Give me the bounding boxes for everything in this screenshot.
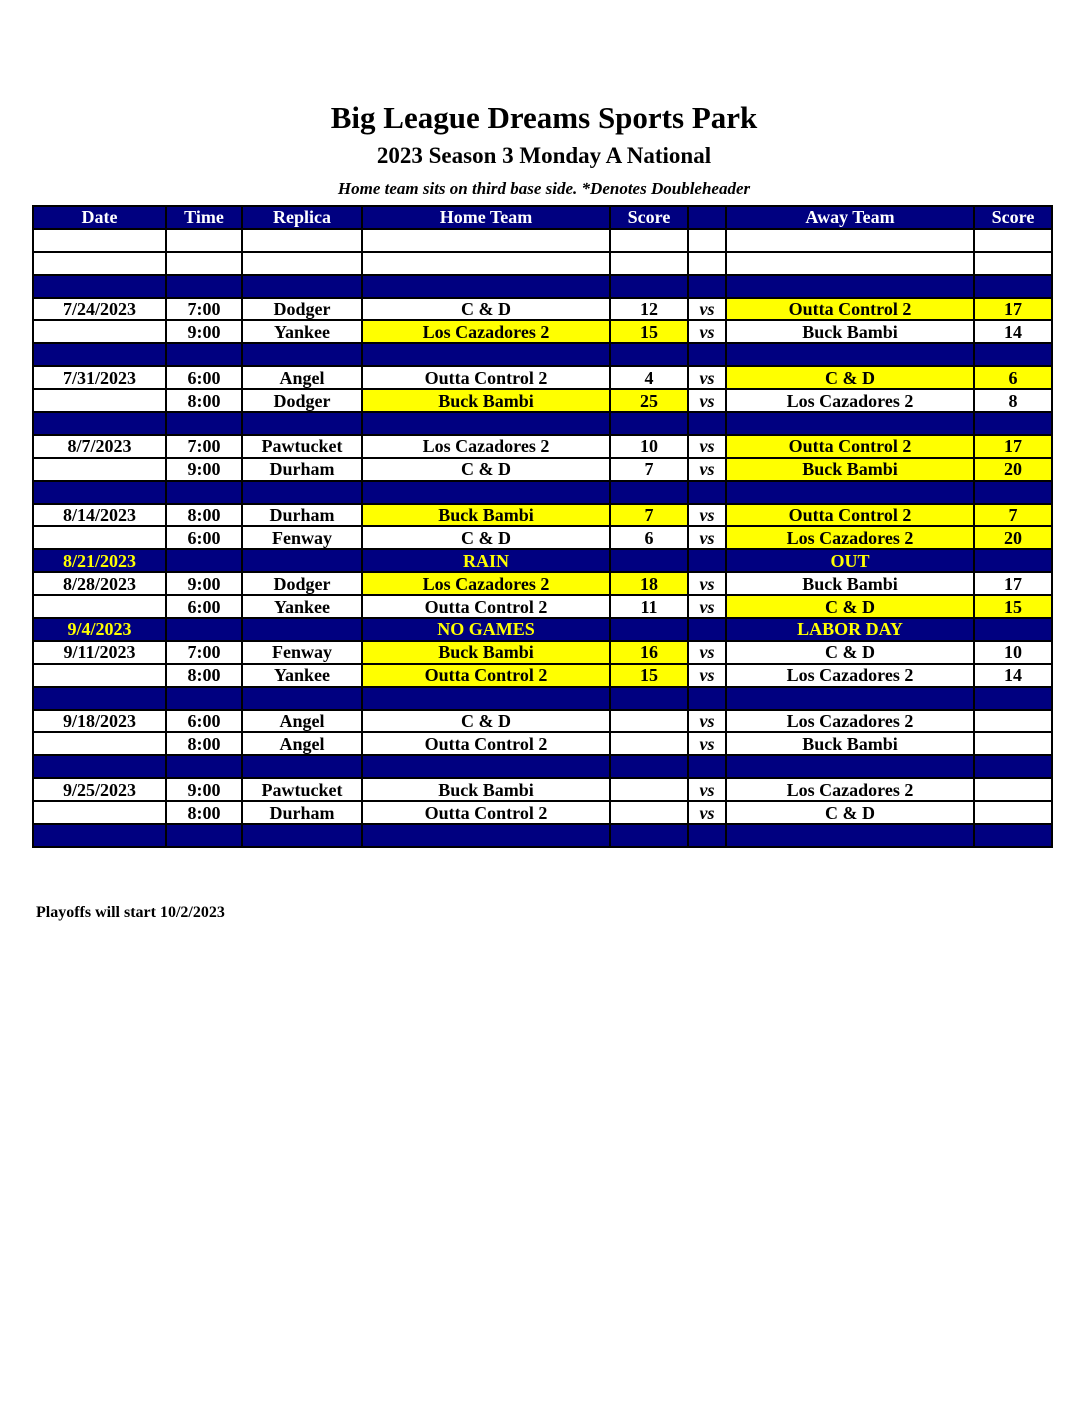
game-row bbox=[33, 710, 1052, 733]
time-cell: 8:00 bbox=[166, 389, 242, 412]
separator-cell bbox=[33, 343, 166, 366]
game-row bbox=[33, 389, 1052, 412]
date-cell: 9/18/2023 bbox=[33, 710, 166, 733]
separator-cell bbox=[33, 687, 166, 710]
separator-cell bbox=[688, 412, 726, 435]
game-row bbox=[33, 801, 1052, 824]
date-cell bbox=[33, 664, 166, 687]
home-score-cell: 15 bbox=[610, 664, 688, 687]
away-team-cell: Buck Bambi bbox=[726, 320, 974, 343]
home-team-cell: Buck Bambi bbox=[362, 389, 610, 412]
replica-cell bbox=[242, 549, 362, 572]
separator-cell bbox=[242, 481, 362, 504]
home-team-cell: Buck Bambi bbox=[362, 504, 610, 527]
replica-cell: Yankee bbox=[242, 595, 362, 618]
replica-cell: Dodger bbox=[242, 572, 362, 595]
home-team-cell: Outta Control 2 bbox=[362, 732, 610, 755]
time-cell bbox=[166, 549, 242, 572]
separator-row bbox=[33, 412, 1052, 435]
vs-cell: vs bbox=[688, 458, 726, 481]
away-score-cell bbox=[974, 778, 1052, 801]
away-score-cell: 17 bbox=[974, 435, 1052, 458]
column-header-away-score: Score bbox=[974, 206, 1052, 229]
separator-cell bbox=[726, 343, 974, 366]
separator-row bbox=[33, 275, 1052, 298]
time-cell: 7:00 bbox=[166, 435, 242, 458]
separator-cell bbox=[362, 755, 610, 778]
empty-cell bbox=[688, 252, 726, 275]
separator-cell bbox=[688, 275, 726, 298]
separator-cell bbox=[166, 275, 242, 298]
date-cell: 8/21/2023 bbox=[33, 549, 166, 572]
empty-cell bbox=[610, 229, 688, 252]
away-score-cell: 15 bbox=[974, 595, 1052, 618]
vs-cell: vs bbox=[688, 595, 726, 618]
empty-cell bbox=[166, 229, 242, 252]
date-cell bbox=[33, 526, 166, 549]
vs-cell: vs bbox=[688, 778, 726, 801]
home-score-cell: 15 bbox=[610, 320, 688, 343]
game-row bbox=[33, 320, 1052, 343]
home-score-cell: 6 bbox=[610, 526, 688, 549]
home-team-cell: Los Cazadores 2 bbox=[362, 435, 610, 458]
home-team-cell: C & D bbox=[362, 710, 610, 733]
time-cell: 8:00 bbox=[166, 504, 242, 527]
game-row bbox=[33, 298, 1052, 321]
replica-cell: Durham bbox=[242, 504, 362, 527]
replica-cell: Pawtucket bbox=[242, 778, 362, 801]
away-score-cell: 17 bbox=[974, 298, 1052, 321]
separator-cell bbox=[166, 755, 242, 778]
time-cell: 9:00 bbox=[166, 458, 242, 481]
separator-cell bbox=[610, 824, 688, 847]
empty-cell bbox=[242, 229, 362, 252]
separator-cell bbox=[726, 824, 974, 847]
time-cell bbox=[166, 618, 242, 641]
home-team-cell: Outta Control 2 bbox=[362, 366, 610, 389]
replica-cell: Angel bbox=[242, 732, 362, 755]
separator-cell bbox=[242, 824, 362, 847]
separator-cell bbox=[974, 687, 1052, 710]
empty-cell bbox=[974, 252, 1052, 275]
time-cell: 6:00 bbox=[166, 595, 242, 618]
separator-cell bbox=[166, 343, 242, 366]
game-row bbox=[33, 595, 1052, 618]
away-team-cell: C & D bbox=[726, 801, 974, 824]
replica-cell: Dodger bbox=[242, 389, 362, 412]
home-team-cell: Outta Control 2 bbox=[362, 595, 610, 618]
separator-cell bbox=[362, 687, 610, 710]
vs-cell: vs bbox=[688, 504, 726, 527]
separator-cell bbox=[362, 343, 610, 366]
vs-cell bbox=[688, 618, 726, 641]
away-score-cell: 20 bbox=[974, 458, 1052, 481]
replica-cell: Dodger bbox=[242, 298, 362, 321]
home-team-cell: Buck Bambi bbox=[362, 641, 610, 664]
separator-cell bbox=[33, 412, 166, 435]
time-cell: 7:00 bbox=[166, 641, 242, 664]
separator-cell bbox=[688, 755, 726, 778]
away-team-cell: Los Cazadores 2 bbox=[726, 710, 974, 733]
empty-cell bbox=[242, 252, 362, 275]
replica-cell: Fenway bbox=[242, 526, 362, 549]
vs-cell: vs bbox=[688, 526, 726, 549]
home-score-cell bbox=[610, 710, 688, 733]
away-team-cell: Los Cazadores 2 bbox=[726, 664, 974, 687]
home-score-cell: 12 bbox=[610, 298, 688, 321]
away-team-cell: C & D bbox=[726, 366, 974, 389]
replica-cell: Yankee bbox=[242, 664, 362, 687]
home-team-cell: C & D bbox=[362, 298, 610, 321]
separator-cell bbox=[610, 481, 688, 504]
time-cell: 6:00 bbox=[166, 366, 242, 389]
vs-cell: vs bbox=[688, 435, 726, 458]
home-score-cell: 10 bbox=[610, 435, 688, 458]
separator-cell bbox=[974, 343, 1052, 366]
column-header-home-team: Home Team bbox=[362, 206, 610, 229]
schedule-note: Home team sits on third base side. *Denotes Doubleheader bbox=[337, 179, 751, 198]
away-score-cell bbox=[974, 801, 1052, 824]
separator-cell bbox=[242, 412, 362, 435]
empty-cell bbox=[726, 252, 974, 275]
home-team-cell: Buck Bambi bbox=[362, 778, 610, 801]
separator-row bbox=[33, 824, 1052, 847]
away-team-cell: Outta Control 2 bbox=[726, 298, 974, 321]
separator-cell bbox=[688, 343, 726, 366]
away-team-cell: C & D bbox=[726, 641, 974, 664]
vs-cell: vs bbox=[688, 320, 726, 343]
home-score-cell bbox=[610, 549, 688, 572]
empty-cell bbox=[974, 229, 1052, 252]
separator-cell bbox=[33, 275, 166, 298]
date-cell bbox=[33, 801, 166, 824]
vs-cell: vs bbox=[688, 801, 726, 824]
game-row bbox=[33, 778, 1052, 801]
away-score-cell: 20 bbox=[974, 526, 1052, 549]
separator-cell bbox=[974, 481, 1052, 504]
separator-cell bbox=[610, 343, 688, 366]
separator-cell bbox=[166, 687, 242, 710]
time-cell: 6:00 bbox=[166, 710, 242, 733]
time-cell: 9:00 bbox=[166, 572, 242, 595]
date-cell: 9/11/2023 bbox=[33, 641, 166, 664]
replica-cell: Fenway bbox=[242, 641, 362, 664]
separator-cell bbox=[362, 824, 610, 847]
vs-cell: vs bbox=[688, 389, 726, 412]
separator-cell bbox=[362, 481, 610, 504]
home-team-cell: Los Cazadores 2 bbox=[362, 572, 610, 595]
home-score-cell: 11 bbox=[610, 595, 688, 618]
away-score-cell: 7 bbox=[974, 504, 1052, 527]
away-score-cell: 14 bbox=[974, 320, 1052, 343]
vs-cell: vs bbox=[688, 664, 726, 687]
page-title: Big League Dreams Sports Park bbox=[330, 100, 758, 135]
home-team-cell: C & D bbox=[362, 526, 610, 549]
empty-cell bbox=[362, 252, 610, 275]
separator-cell bbox=[362, 275, 610, 298]
empty-cell bbox=[610, 252, 688, 275]
schedule-table bbox=[32, 205, 1053, 848]
vs-cell: vs bbox=[688, 572, 726, 595]
home-score-cell: 7 bbox=[610, 458, 688, 481]
home-score-cell bbox=[610, 732, 688, 755]
separator-cell bbox=[610, 755, 688, 778]
home-team-cell: Outta Control 2 bbox=[362, 664, 610, 687]
time-cell: 7:00 bbox=[166, 298, 242, 321]
date-cell: 9/25/2023 bbox=[33, 778, 166, 801]
away-score-cell: 14 bbox=[974, 664, 1052, 687]
vs-cell: vs bbox=[688, 366, 726, 389]
game-row bbox=[33, 572, 1052, 595]
separator-cell bbox=[974, 275, 1052, 298]
away-score-cell bbox=[974, 710, 1052, 733]
replica-cell: Yankee bbox=[242, 320, 362, 343]
column-header-vs bbox=[688, 206, 726, 229]
separator-cell bbox=[610, 412, 688, 435]
vs-cell: vs bbox=[688, 641, 726, 664]
home-score-cell bbox=[610, 618, 688, 641]
separator-cell bbox=[362, 412, 610, 435]
replica-cell bbox=[242, 618, 362, 641]
home-team-cell: C & D bbox=[362, 458, 610, 481]
separator-cell bbox=[726, 755, 974, 778]
time-cell: 6:00 bbox=[166, 526, 242, 549]
home-score-cell: 16 bbox=[610, 641, 688, 664]
separator-cell bbox=[726, 275, 974, 298]
separator-cell bbox=[33, 755, 166, 778]
empty-cell bbox=[33, 229, 166, 252]
date-cell: 7/24/2023 bbox=[33, 298, 166, 321]
game-row bbox=[33, 664, 1052, 687]
separator-cell bbox=[242, 343, 362, 366]
separator-cell bbox=[610, 275, 688, 298]
away-notice-cell: LABOR DAY bbox=[726, 618, 974, 641]
replica-cell: Durham bbox=[242, 458, 362, 481]
game-row bbox=[33, 366, 1052, 389]
away-score-cell bbox=[974, 549, 1052, 572]
away-team-cell: Los Cazadores 2 bbox=[726, 778, 974, 801]
away-score-cell: 8 bbox=[974, 389, 1052, 412]
away-team-cell: Buck Bambi bbox=[726, 732, 974, 755]
separator-cell bbox=[166, 412, 242, 435]
away-team-cell: Los Cazadores 2 bbox=[726, 389, 974, 412]
home-notice-cell: RAIN bbox=[362, 549, 610, 572]
game-row bbox=[33, 458, 1052, 481]
empty-cell bbox=[166, 252, 242, 275]
date-cell: 8/7/2023 bbox=[33, 435, 166, 458]
separator-cell bbox=[726, 412, 974, 435]
date-cell bbox=[33, 732, 166, 755]
date-cell bbox=[33, 595, 166, 618]
away-team-cell: C & D bbox=[726, 595, 974, 618]
home-score-cell bbox=[610, 801, 688, 824]
column-header-away-team: Away Team bbox=[726, 206, 974, 229]
away-team-cell: Buck Bambi bbox=[726, 572, 974, 595]
time-cell: 9:00 bbox=[166, 778, 242, 801]
time-cell: 8:00 bbox=[166, 801, 242, 824]
away-score-cell bbox=[974, 732, 1052, 755]
separator-cell bbox=[688, 687, 726, 710]
separator-row bbox=[33, 343, 1052, 366]
away-score-cell: 10 bbox=[974, 641, 1052, 664]
date-cell bbox=[33, 320, 166, 343]
separator-cell bbox=[688, 824, 726, 847]
column-header-date: Date bbox=[33, 206, 166, 229]
replica-cell: Angel bbox=[242, 710, 362, 733]
away-notice-cell: OUT bbox=[726, 549, 974, 572]
away-team-cell: Outta Control 2 bbox=[726, 435, 974, 458]
replica-cell: Angel bbox=[242, 366, 362, 389]
separator-row bbox=[33, 481, 1052, 504]
away-score-cell bbox=[974, 618, 1052, 641]
separator-cell bbox=[726, 687, 974, 710]
date-cell: 8/14/2023 bbox=[33, 504, 166, 527]
home-team-cell: Outta Control 2 bbox=[362, 801, 610, 824]
home-score-cell: 4 bbox=[610, 366, 688, 389]
home-score-cell: 18 bbox=[610, 572, 688, 595]
empty-cell bbox=[726, 229, 974, 252]
separator-cell bbox=[166, 824, 242, 847]
separator-cell bbox=[242, 755, 362, 778]
separator-row bbox=[33, 755, 1052, 778]
empty-cell bbox=[688, 229, 726, 252]
separator-row bbox=[33, 687, 1052, 710]
separator-cell bbox=[974, 824, 1052, 847]
header-row bbox=[33, 206, 1052, 229]
away-score-cell: 17 bbox=[974, 572, 1052, 595]
date-cell: 7/31/2023 bbox=[33, 366, 166, 389]
notice-row bbox=[33, 618, 1052, 641]
vs-cell: vs bbox=[688, 298, 726, 321]
separator-cell bbox=[242, 687, 362, 710]
schedule-body bbox=[33, 229, 1052, 847]
separator-cell bbox=[688, 481, 726, 504]
away-team-cell: Outta Control 2 bbox=[726, 504, 974, 527]
column-header-time: Time bbox=[166, 206, 242, 229]
away-team-cell: Buck Bambi bbox=[726, 458, 974, 481]
replica-cell: Durham bbox=[242, 801, 362, 824]
vs-cell bbox=[688, 549, 726, 572]
home-score-cell bbox=[610, 778, 688, 801]
separator-cell bbox=[33, 824, 166, 847]
date-cell bbox=[33, 458, 166, 481]
column-header-replica: Replica bbox=[242, 206, 362, 229]
date-cell: 8/28/2023 bbox=[33, 572, 166, 595]
separator-cell bbox=[610, 687, 688, 710]
game-row bbox=[33, 526, 1052, 549]
playoffs-note: Playoffs will start 10/2/2023 bbox=[36, 904, 225, 921]
blank-row bbox=[33, 229, 1052, 252]
time-cell: 8:00 bbox=[166, 664, 242, 687]
home-notice-cell: NO GAMES bbox=[362, 618, 610, 641]
separator-cell bbox=[33, 481, 166, 504]
time-cell: 8:00 bbox=[166, 732, 242, 755]
vs-cell: vs bbox=[688, 732, 726, 755]
column-header-home-score: Score bbox=[610, 206, 688, 229]
separator-cell bbox=[726, 481, 974, 504]
date-cell: 9/4/2023 bbox=[33, 618, 166, 641]
separator-cell bbox=[166, 481, 242, 504]
away-score-cell: 6 bbox=[974, 366, 1052, 389]
date-cell bbox=[33, 389, 166, 412]
game-row bbox=[33, 641, 1052, 664]
vs-cell: vs bbox=[688, 710, 726, 733]
empty-cell bbox=[33, 252, 166, 275]
blank-row bbox=[33, 252, 1052, 275]
game-row bbox=[33, 732, 1052, 755]
home-team-cell: Los Cazadores 2 bbox=[362, 320, 610, 343]
home-score-cell: 25 bbox=[610, 389, 688, 412]
home-score-cell: 7 bbox=[610, 504, 688, 527]
separator-cell bbox=[242, 275, 362, 298]
replica-cell: Pawtucket bbox=[242, 435, 362, 458]
away-team-cell: Los Cazadores 2 bbox=[726, 526, 974, 549]
separator-cell bbox=[974, 412, 1052, 435]
separator-cell bbox=[974, 755, 1052, 778]
game-row bbox=[33, 504, 1052, 527]
time-cell: 9:00 bbox=[166, 320, 242, 343]
page-subtitle: 2023 Season 3 Monday A National bbox=[376, 143, 712, 168]
notice-row bbox=[33, 549, 1052, 572]
game-row bbox=[33, 435, 1052, 458]
empty-cell bbox=[362, 229, 610, 252]
